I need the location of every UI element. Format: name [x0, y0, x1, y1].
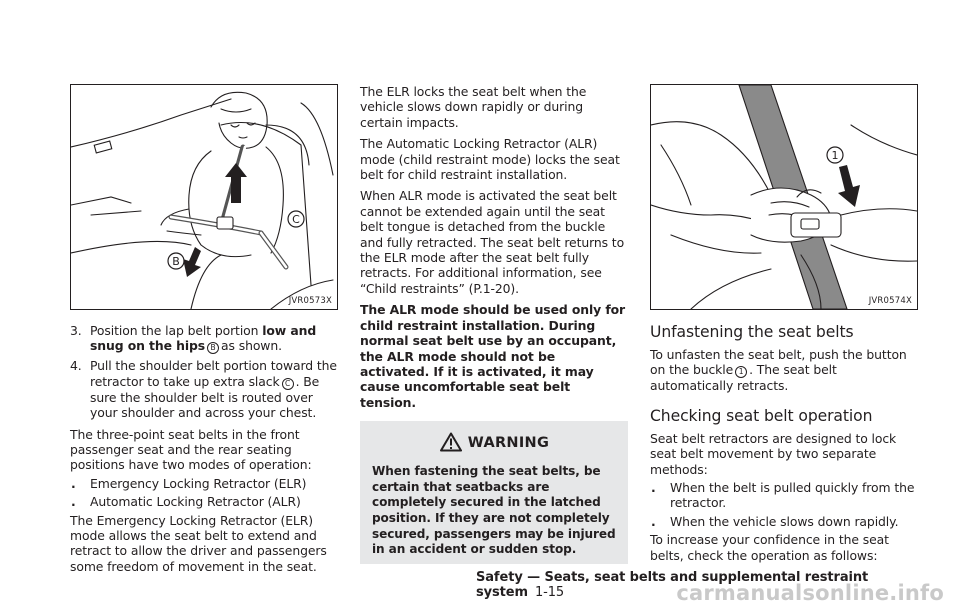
warning-text: When fastening the seat belts, be certain that seatbacks are completely secured in the latched position. If they are not completely secured, passengers may be injured in an accident or sudden stop. — [372, 464, 616, 557]
elr-lock-text: The ELR locks the seat belt when the vehicle slows down rapidly or during certain impacts. — [360, 84, 587, 130]
step-3: 3. Position the lap belt portion low and snug on the hips B as shown. — [70, 323, 317, 354]
figure-code: JVR0573X — [288, 296, 332, 306]
figure-code: JVR0574X — [868, 296, 912, 306]
alr-activated-text: When ALR mode is activated the seat belt cannot be extended again until the seat belt tongue is detached from the buckle and fully retracted. The seat belt returns to the ELR mode after the seat belt fully retracts. For additional information, see “Child restraints” (P.1-20). — [360, 188, 625, 296]
label-c: C — [292, 213, 300, 226]
arrow-down-icon — [183, 247, 201, 277]
figure-buckle-release — [650, 84, 918, 310]
list-item: . When the belt is pulled quickly from the retractor. — [651, 480, 915, 511]
warning-heading: WARNING — [372, 432, 617, 452]
modes-intro: The three-point seat belts in the front passenger seat and the rear seating positions have two modes of operation: — [70, 426, 312, 473]
checking-intro: Seat belt retractors are designed to lock seat belt movement by two separate methods: — [650, 430, 897, 477]
list-item: . Automatic Locking Retractor (ALR) — [71, 494, 301, 510]
alr-caution-text: The ALR mode should be used only for child restraint installation. During normal seat belt use by an occupant, the ALR mode should not be activated. If it is activated, it may cause uncomfortable seat belt tension. — [360, 302, 626, 410]
footer-section-title: Safety — Seats, seat belts and supplemental restraint system — [476, 570, 869, 600]
step-list — [70, 323, 338, 421]
arrow-down-icon — [838, 165, 860, 207]
label-1: 1 — [831, 149, 839, 162]
checking-outro: To increase your confidence in the seat belts, check the operation as follows: — [650, 532, 889, 563]
list-item: . When the vehicle slows down rapidly. — [651, 513, 899, 529]
alr-text: The Automatic Locking Retractor (ALR) mode (child restraint mode) locks the seat belt for child restraint installation. — [360, 136, 620, 183]
label-b: B — [172, 255, 180, 268]
checking-list — [650, 480, 918, 529]
list-item: . Emergency Locking Retractor (ELR) — [71, 475, 307, 491]
warning-triangle-icon — [440, 432, 462, 452]
watermark: carmanualsonline.info — [676, 581, 944, 605]
heading-checking: Checking seat belt operation — [650, 406, 873, 425]
circled-c-icon: C — [282, 378, 294, 390]
modes-list — [70, 476, 338, 510]
step-4: 4. Pull the shoulder belt portion toward the retractor to take up extra slack C . Be sure the shoulder belt is routed over your shoulder and across your chest. — [70, 358, 337, 421]
column-middle — [360, 84, 628, 564]
circled-1-icon: 1 — [735, 366, 747, 378]
figure-lap-belt — [70, 84, 338, 310]
column-right — [650, 84, 918, 563]
unfasten-text: To unfasten the seat belt, push the button on the buckle 1 . The seat belt automatically retracts. — [650, 347, 907, 394]
seat-belt-illustration — [71, 85, 337, 309]
elr-text: The Emergency Locking Retractor (ELR) mode allows the seat belt to extend and retract to allow the driver and passengers some freedom of movement in the seat. — [70, 512, 327, 574]
heading-unfastening: Unfastening the seat belts — [650, 323, 854, 341]
column-left — [70, 84, 338, 574]
buckle-illustration — [651, 85, 917, 309]
circled-b-icon: B — [207, 342, 219, 354]
page-number: 1-15 — [534, 585, 565, 600]
warning-box — [360, 421, 628, 564]
